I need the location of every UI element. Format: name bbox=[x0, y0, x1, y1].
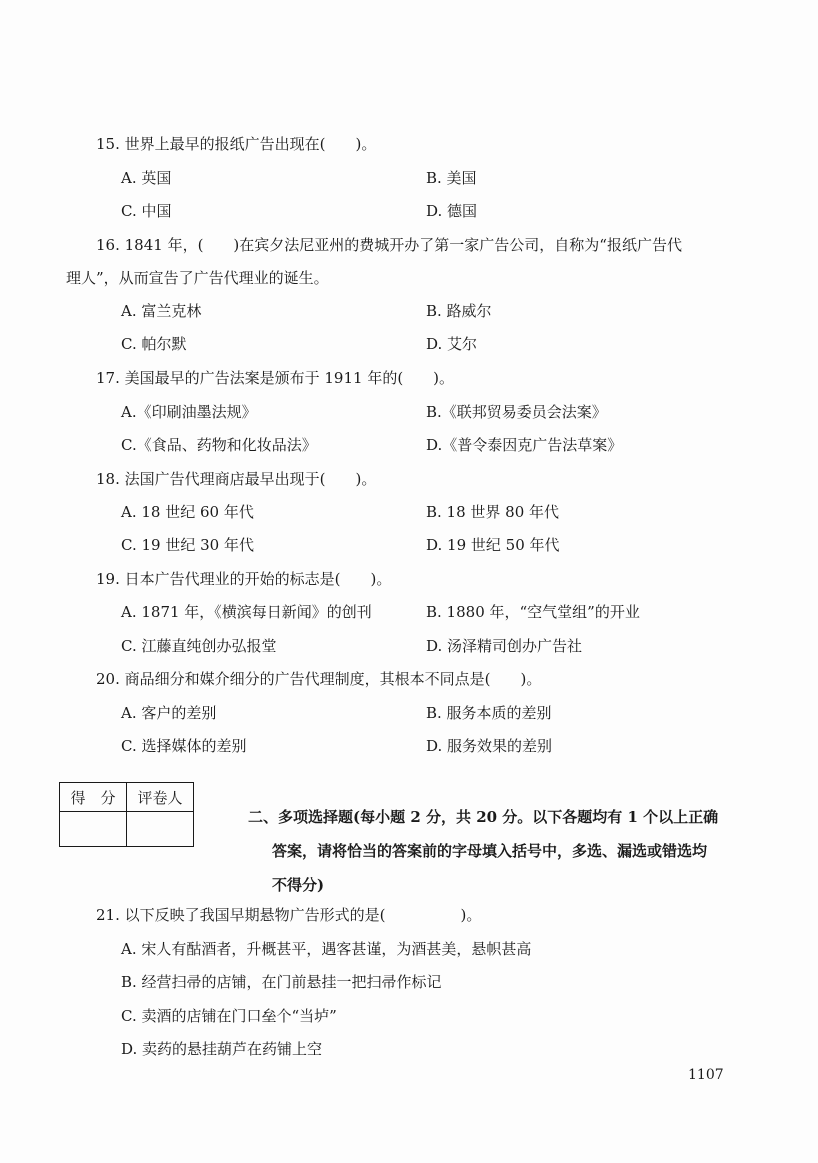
question-21: 21. 以下反映了我国早期悬物广告形式的是( )。 bbox=[96, 906, 482, 924]
q18-option-c: C. 19 世纪 30 年代 bbox=[121, 536, 254, 554]
page-number: 1107 bbox=[688, 1067, 724, 1083]
q21-option-a: A. 宋人有酤酒者，升概甚平，遇客甚谨，为酒甚美，悬帜甚高 bbox=[121, 940, 532, 958]
q18-option-a: A. 18 世纪 60 年代 bbox=[121, 503, 254, 521]
q16-option-d: D. 艾尔 bbox=[426, 335, 478, 353]
question-16-line2: 理人”，从而宣告了广告代理业的诞生。 bbox=[66, 269, 329, 287]
q21-option-d: D. 卖药的悬挂葫芦在药铺上空 bbox=[121, 1040, 323, 1058]
q15-option-b: B. 美国 bbox=[426, 169, 477, 187]
q20-option-b: B. 服务本质的差别 bbox=[426, 704, 552, 722]
question-16-line1: 16. 1841 年，( )在宾夕法尼亚州的费城开办了第一家广告公司，自称为“报纸广告代 bbox=[96, 236, 682, 254]
q16-option-c: C. 帕尔默 bbox=[121, 335, 187, 353]
q15-option-c: C. 中国 bbox=[121, 202, 172, 220]
grader-label: 评卷人 bbox=[127, 783, 194, 812]
question-17: 17. 美国最早的广告法案是颁布于 1911 年的( )。 bbox=[96, 369, 455, 387]
q19-option-c: C. 江藤直纯创办弘报堂 bbox=[121, 637, 277, 655]
q21-option-c: C. 卖酒的店铺在门口垒个“当垆” bbox=[121, 1007, 337, 1025]
question-20: 20. 商品细分和媒介细分的广告代理制度，其根本不同点是( )。 bbox=[96, 670, 542, 688]
section-2-line1: 二、多项选择题(每小题 2 分，共 20 分。以下各题均有 1 个以上正确 bbox=[248, 808, 719, 826]
q20-option-d: D. 服务效果的差别 bbox=[426, 737, 553, 755]
q15-option-a: A. 英国 bbox=[121, 169, 172, 187]
q20-option-a: A. 客户的差别 bbox=[121, 704, 217, 722]
q18-option-b: B. 18 世界 80 年代 bbox=[426, 503, 560, 521]
question-15: 15. 世界上最早的报纸广告出现在( )。 bbox=[96, 135, 377, 153]
section-2-line3: 不得分) bbox=[272, 876, 325, 894]
section-2-line2: 答案，请将恰当的答案前的字母填入括号中，多选、漏选或错选均 bbox=[272, 842, 708, 860]
question-19: 19. 日本广告代理业的开始的标志是( )。 bbox=[96, 570, 392, 588]
grader-cell[interactable] bbox=[127, 812, 194, 847]
q16-option-a: A. 富兰克林 bbox=[121, 302, 202, 320]
score-box bbox=[59, 782, 194, 847]
q17-option-b: B.《联邦贸易委员会法案》 bbox=[426, 403, 607, 421]
q19-option-a: A. 1871 年，《横滨每日新闻》的创刊 bbox=[121, 603, 372, 621]
score-label: 得 分 bbox=[60, 783, 127, 812]
q17-option-a: A.《印刷油墨法规》 bbox=[121, 403, 257, 421]
section-2-heading bbox=[248, 800, 748, 902]
q21-option-b: B. 经营扫帚的店铺，在门前悬挂一把扫帚作标记 bbox=[121, 973, 442, 991]
question-18: 18. 法国广告代理商店最早出现于( )。 bbox=[96, 470, 377, 488]
q17-option-d: D.《普令泰因克广告法草案》 bbox=[426, 436, 623, 454]
q17-option-c: C.《食品、药物和化妆品法》 bbox=[121, 436, 317, 454]
score-cell[interactable] bbox=[60, 812, 127, 847]
q20-option-c: C. 选择媒体的差别 bbox=[121, 737, 247, 755]
q18-option-d: D. 19 世纪 50 年代 bbox=[426, 536, 560, 554]
q16-option-b: B. 路威尔 bbox=[426, 302, 492, 320]
q19-option-d: D. 汤泽精司创办广告社 bbox=[426, 637, 583, 655]
q15-option-d: D. 德国 bbox=[426, 202, 478, 220]
q19-option-b: B. 1880 年，“空气堂组”的开业 bbox=[426, 603, 640, 621]
